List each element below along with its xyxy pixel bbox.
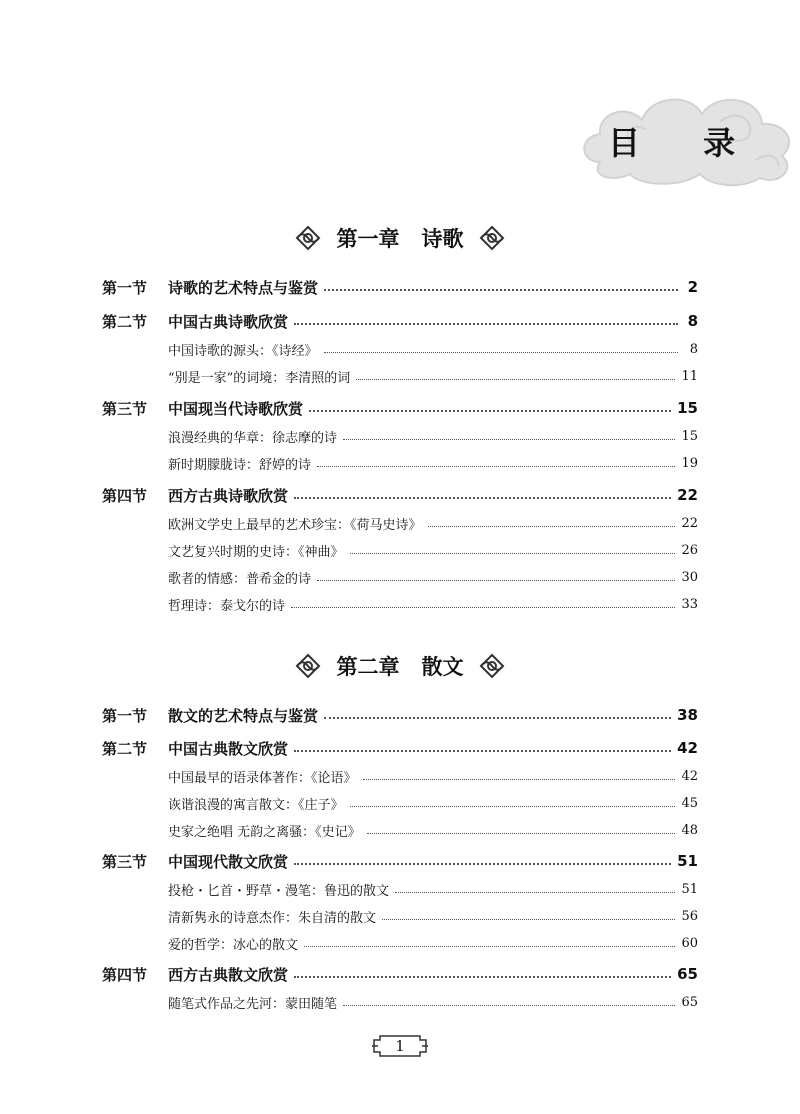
- toc-subsection-row[interactable]: [168, 930, 698, 956]
- page-number: 22: [681, 515, 698, 531]
- toc-subsection-row[interactable]: [168, 989, 698, 1015]
- leader-dots: [317, 580, 675, 581]
- leader-dots: [382, 919, 675, 920]
- page-number: 42: [681, 768, 698, 784]
- page-title: 目 录: [608, 124, 762, 162]
- section-title: 中国古典诗歌欣赏: [168, 312, 289, 331]
- leader-dots: [324, 352, 678, 353]
- section-number: 第三节: [102, 399, 148, 418]
- page-number: 30: [681, 569, 698, 585]
- toc-subsection-row[interactable]: [168, 790, 698, 816]
- section-number: 第二节: [102, 739, 148, 758]
- subsection-title: 哲理诗：泰戈尔的诗: [168, 598, 286, 614]
- chapter-heading: [0, 648, 800, 684]
- toc-section-row[interactable]: [102, 395, 698, 421]
- page-number: 19: [681, 455, 698, 471]
- page-number: 15: [681, 428, 698, 444]
- leader-dots: [367, 833, 676, 834]
- page-number: 8: [687, 312, 698, 330]
- toc-section-row[interactable]: [102, 735, 698, 761]
- page-number: 48: [681, 822, 698, 838]
- subsection-title: 歌者的情感：普希金的诗: [168, 571, 312, 587]
- leader-dots: [324, 717, 671, 719]
- chapter-title: 第一章 诗歌: [336, 227, 464, 251]
- leader-dots: [294, 323, 678, 325]
- ornament-left-icon: [295, 225, 321, 251]
- page-number: 26: [681, 542, 698, 558]
- footer-page-number: [372, 1034, 428, 1058]
- page-number: 65: [681, 994, 698, 1010]
- toc-subsection-row[interactable]: [168, 423, 698, 449]
- page-number: 51: [681, 881, 698, 897]
- toc-section-row[interactable]: [102, 961, 698, 987]
- subsection-title: 清新隽永的诗意杰作：朱自清的散文: [168, 910, 377, 926]
- leader-dots: [294, 750, 671, 752]
- subsection-title: 中国最早的语录体著作：《论语》: [168, 770, 357, 786]
- section-title: 诗歌的艺术特点与鉴赏: [168, 278, 319, 297]
- leader-dots: [324, 289, 678, 291]
- toc-subsection-row[interactable]: [168, 876, 698, 902]
- section-number: 第一节: [102, 706, 148, 725]
- subsection-title: 中国诗歌的源头：《诗经》: [168, 343, 318, 359]
- leader-dots: [356, 379, 675, 380]
- page-number: 22: [677, 486, 698, 504]
- leader-dots: [304, 946, 675, 947]
- section-title: 中国现代散文欣赏: [168, 852, 289, 871]
- subsection-title: 投枪・匕首・野草・漫笔：鲁迅的散文: [168, 883, 390, 899]
- page-number: 8: [689, 341, 698, 357]
- leader-dots: [428, 526, 676, 527]
- section-number: 第四节: [102, 486, 148, 505]
- page-number: 38: [677, 706, 698, 724]
- page-number: 33: [681, 596, 698, 612]
- toc-subsection-row[interactable]: [168, 450, 698, 476]
- page-number: 11: [681, 368, 698, 384]
- section-title: 西方古典诗歌欣赏: [168, 486, 289, 505]
- page-number: 56: [681, 908, 698, 924]
- page-number-text: 1: [395, 1037, 405, 1055]
- subsection-title: 欧洲文学史上最早的艺术珍宝：《荷马史诗》: [168, 517, 422, 533]
- toc-section-row[interactable]: [102, 848, 698, 874]
- chapter-title: 第二章 散文: [336, 655, 464, 679]
- toc-section-row[interactable]: [102, 702, 698, 728]
- page-number: 15: [677, 399, 698, 417]
- ornament-left-icon: [295, 653, 321, 679]
- toc-subsection-row[interactable]: [168, 363, 698, 389]
- leader-dots: [343, 439, 675, 440]
- toc-subsection-row[interactable]: [168, 903, 698, 929]
- page-number: 45: [681, 795, 698, 811]
- ornament-right-icon: [479, 653, 505, 679]
- leader-dots: [363, 779, 676, 780]
- subsection-title: “别是一家”的词境：李清照的词: [168, 370, 351, 386]
- section-title: 中国古典散文欣赏: [168, 739, 289, 758]
- leader-dots: [294, 863, 671, 865]
- leader-dots: [395, 892, 675, 893]
- subsection-title: 随笔式作品之先河：蒙田随笔: [168, 996, 338, 1012]
- section-number: 第一节: [102, 278, 148, 297]
- leader-dots: [291, 607, 675, 608]
- toc-subsection-row[interactable]: [168, 817, 698, 843]
- section-number: 第二节: [102, 312, 148, 331]
- toc-section-row[interactable]: [102, 274, 698, 300]
- toc-subsection-row[interactable]: [168, 763, 698, 789]
- toc-subsection-row[interactable]: [168, 564, 698, 590]
- leader-dots: [350, 806, 676, 807]
- subsection-title: 史家之绝唱 无韵之离骚：《史记》: [168, 824, 361, 840]
- subsection-title: 爱的哲学：冰心的散文: [168, 937, 299, 953]
- leader-dots: [350, 553, 676, 554]
- toc-section-row[interactable]: [102, 482, 698, 508]
- leader-dots: [294, 976, 671, 978]
- subsection-title: 新时期朦胧诗：舒婷的诗: [168, 457, 312, 473]
- page-number: 42: [677, 739, 698, 757]
- section-title: 中国现当代诗歌欣赏: [168, 399, 304, 418]
- page-number: 60: [681, 935, 698, 951]
- page-number: 51: [677, 852, 698, 870]
- toc-subsection-row[interactable]: [168, 537, 698, 563]
- leader-dots: [309, 410, 671, 412]
- toc-section-row[interactable]: [102, 308, 698, 334]
- ornament-right-icon: [479, 225, 505, 251]
- subsection-title: 文艺复兴时期的史诗：《神曲》: [168, 544, 344, 560]
- toc-subsection-row[interactable]: [168, 336, 698, 362]
- toc-subsection-row[interactable]: [168, 591, 698, 617]
- subsection-title: 浪漫经典的华章：徐志摩的诗: [168, 430, 338, 446]
- section-title: 西方古典散文欣赏: [168, 965, 289, 984]
- leader-dots: [294, 497, 671, 499]
- page-number: 65: [677, 965, 698, 983]
- section-title: 散文的艺术特点与鉴赏: [168, 706, 319, 725]
- subsection-title: 诙谐浪漫的寓言散文：《庄子》: [168, 797, 344, 813]
- leader-dots: [343, 1005, 675, 1006]
- section-number: 第四节: [102, 965, 148, 984]
- section-number: 第三节: [102, 852, 148, 871]
- chapter-heading: [0, 220, 800, 256]
- leader-dots: [317, 466, 675, 467]
- page-number: 2: [687, 278, 698, 296]
- toc-subsection-row[interactable]: [168, 510, 698, 536]
